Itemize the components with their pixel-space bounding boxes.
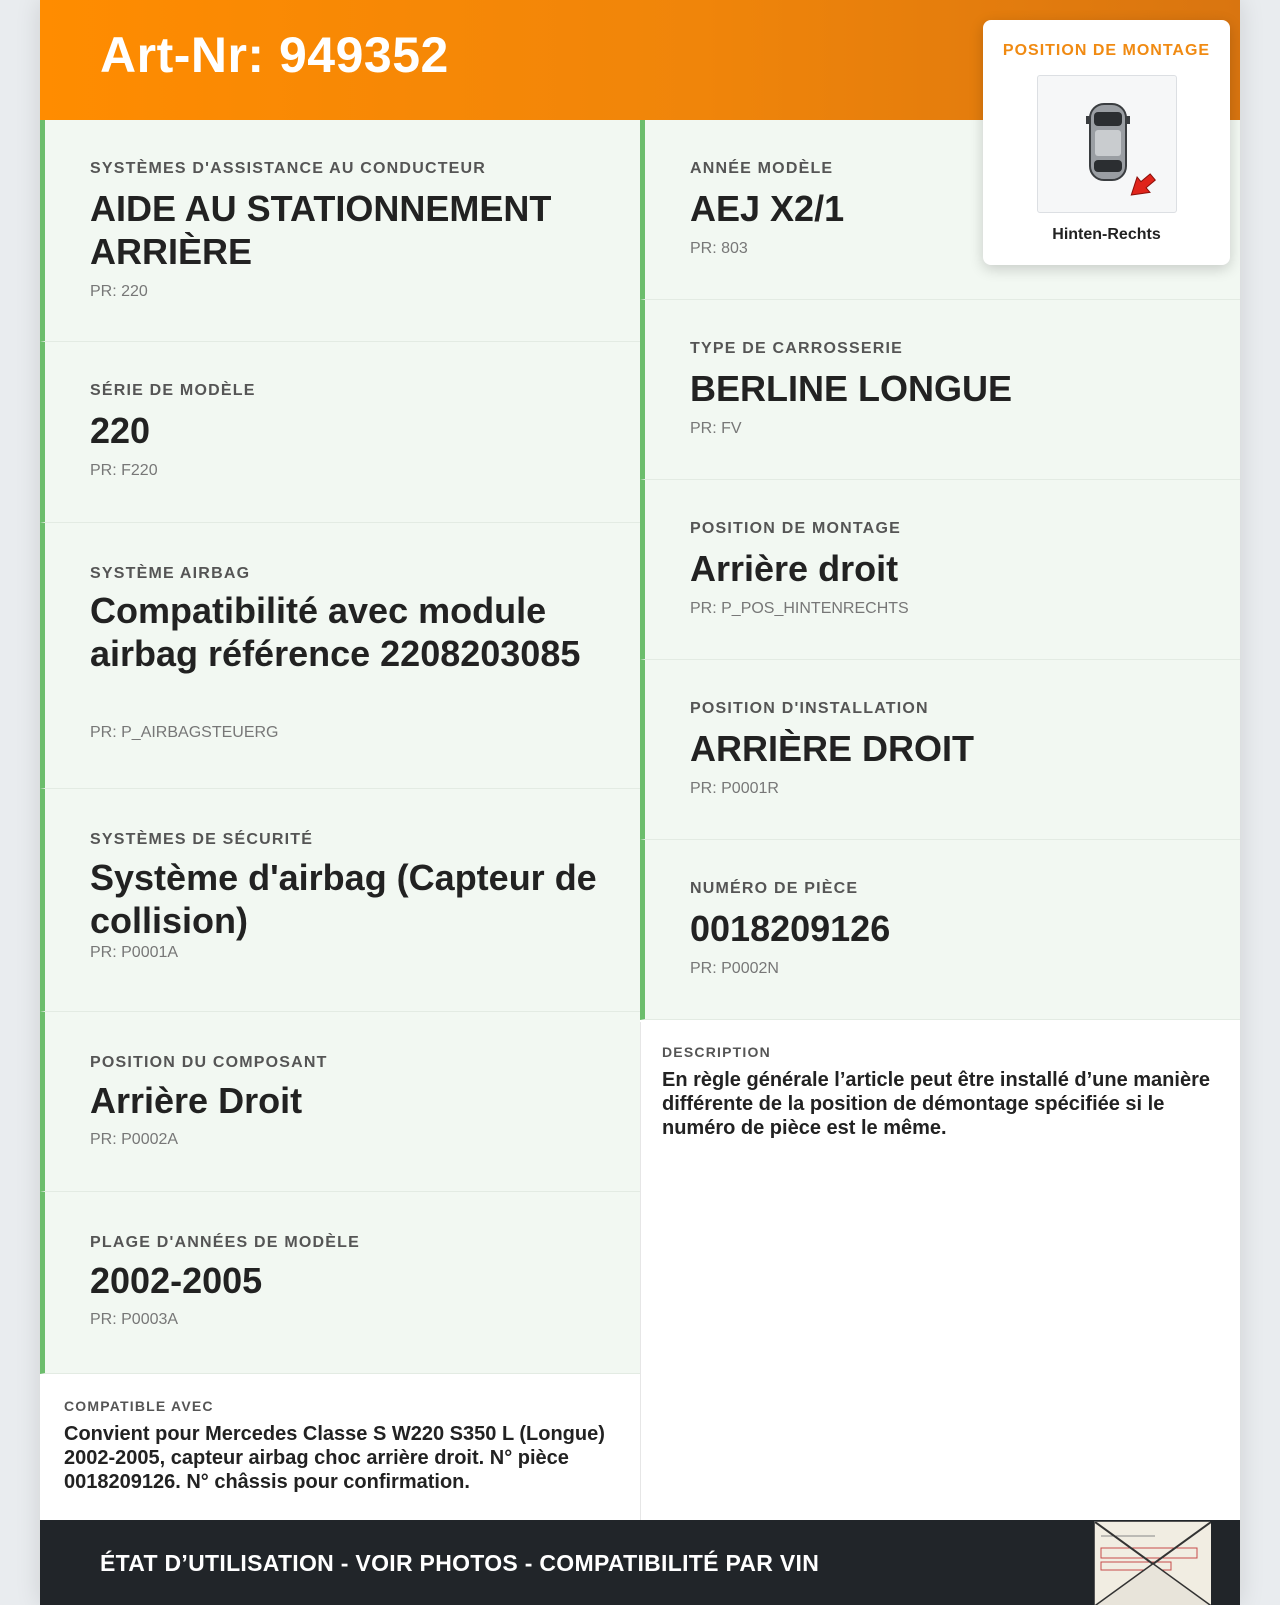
field-airbag-system [40, 523, 640, 789]
field-value: BERLINE LONGUE [690, 368, 1013, 409]
field-pr-code: PR: 220 [90, 283, 148, 300]
red-arrow-icon [1125, 169, 1159, 202]
description-label: DESCRIPTION [662, 1044, 771, 1060]
product-sheet [40, 0, 1240, 1605]
field-label: SYSTÈMES D'ASSISTANCE AU CONDUCTEUR [90, 160, 487, 177]
compatible-text: Convient pour Mercedes Classe S W220 S350 L (Longue) 2002-2005, capteur airbag choc arrière droit. N° pièce 0018209126. N° châssis pour confirmation. [64, 1423, 605, 1493]
field-value: Arrière Droit [90, 1080, 303, 1121]
field-label: NUMÉRO DE PIÈCE [690, 880, 859, 897]
field-label: TYPE DE CARROSSERIE [690, 340, 904, 357]
field-pr-code: PR: P0002A [90, 1131, 179, 1148]
field-value: AEJ X2/1 [690, 188, 845, 229]
field-label: PLAGE D'ANNÉES DE MODÈLE [90, 1234, 360, 1251]
field-value: ARRIÈRE DROIT [690, 728, 975, 769]
field-pr-code: PR: P0001A [90, 944, 179, 961]
footer-bar [40, 1520, 1240, 1605]
field-pr-code: PR: P0003A [90, 1311, 179, 1328]
left-column [40, 120, 640, 1374]
field-mounting-position [640, 480, 1240, 660]
field-installation-position [640, 660, 1240, 840]
field-label: SYSTÈME AIRBAG [90, 565, 251, 582]
field-model-series [40, 342, 640, 523]
compatible-label: COMPATIBLE AVEC [64, 1398, 214, 1414]
vehicle-document-thumbnail[interactable] [1094, 1521, 1210, 1605]
field-body-type [640, 300, 1240, 480]
footer-text: ÉTAT D’UTILISATION - VOIR PHOTOS - COMPATIBILITÉ PAR VIN [100, 1550, 820, 1576]
field-pr-code: PR: FV [690, 420, 742, 437]
field-label: SYSTÈMES DE SÉCURITÉ [90, 831, 314, 848]
field-value: AIDE AU STATIONNEMENT ARRIÈRE [90, 188, 552, 272]
field-component-position [40, 1012, 640, 1192]
description-text: En règle générale l’article peut être installé d’une manière différente de la position de démontage spécifiée si le numéro de pièce est le même. [662, 1069, 1210, 1139]
field-pr-code: PR: P_POS_HINTENRECHTS [690, 600, 909, 617]
field-value: 220 [90, 410, 151, 451]
field-safety-systems [40, 789, 640, 1012]
field-pr-code: PR: P_AIRBAGSTEUERG [90, 724, 279, 741]
mounting-position-card [983, 20, 1230, 265]
field-label: POSITION D'INSTALLATION [690, 700, 929, 717]
field-pr-code: PR: F220 [90, 462, 158, 479]
field-pr-code: PR: 803 [690, 240, 748, 257]
field-pr-code: PR: P0001R [690, 780, 779, 797]
mounting-card-title: POSITION DE MONTAGE [1002, 42, 1211, 59]
field-label: POSITION DE MONTAGE [690, 520, 901, 537]
field-value: 2002-2005 [90, 1260, 263, 1301]
field-model-year-range [40, 1192, 640, 1374]
field-value: Compatibilité avec module airbag référence 2208203085 [90, 590, 581, 674]
field-label: ANNÉE MODÈLE [690, 160, 834, 177]
field-value: Système d'airbag (Capteur de collision) [90, 857, 597, 941]
field-value: 0018209126 [690, 908, 891, 949]
field-label: POSITION DU COMPOSANT [90, 1054, 328, 1071]
field-pr-code: PR: P0002N [690, 960, 779, 977]
vehicle-document-icon [1095, 1522, 1211, 1605]
mounting-position-image[interactable] [1037, 75, 1177, 213]
field-part-number [640, 840, 1240, 1020]
field-driver-assistance [40, 120, 640, 342]
field-label: SÉRIE DE MODÈLE [90, 382, 256, 399]
car-top-view-icon [1038, 76, 1178, 214]
article-number-title: Art-Nr: 949352 [100, 27, 449, 83]
mounting-card-caption: Hinten-Rechts [1052, 226, 1161, 243]
field-value: Arrière droit [690, 548, 899, 589]
compatible-block [40, 1374, 640, 1494]
description-block [640, 1022, 1240, 1140]
